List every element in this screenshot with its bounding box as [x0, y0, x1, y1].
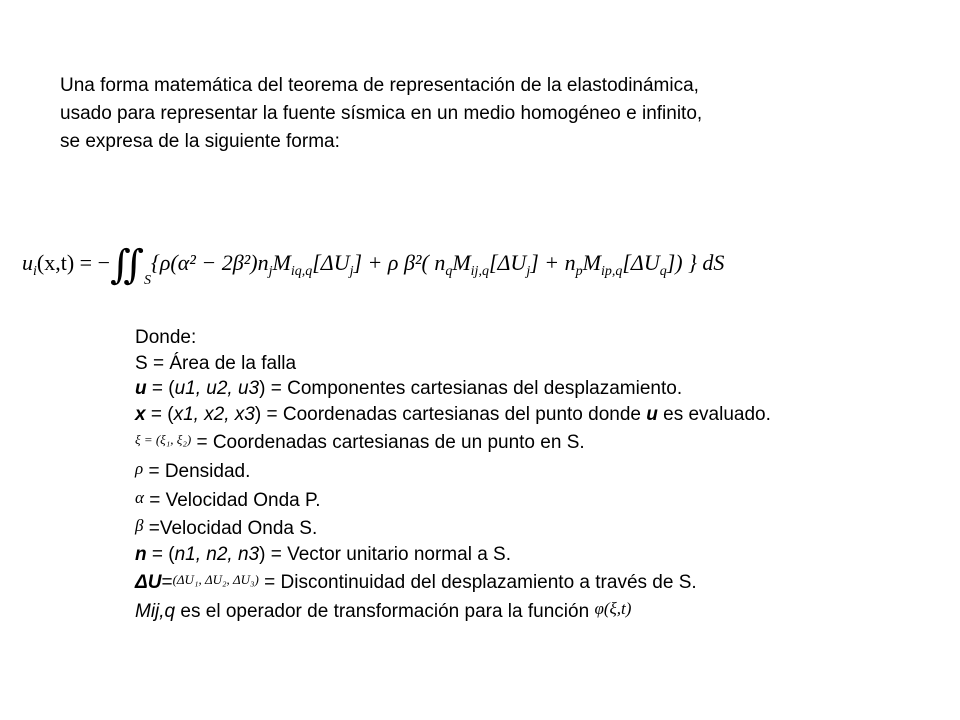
intro-line-3: se expresa de la siguiente forma:: [60, 131, 340, 152]
formula-term1-M-sub: iq,q: [290, 264, 313, 279]
formula-lhs: u: [22, 250, 33, 275]
formula-term3-M-sub: ip,q: [600, 264, 623, 279]
intro-line-2: usado para representar la fuente sísmica en un medio homogéneo e infinito,: [60, 103, 703, 124]
def-x: [135, 402, 855, 428]
formula-lhs-sub: i: [33, 264, 37, 279]
definitions-list: [135, 325, 855, 625]
formula-integral-sub: S: [144, 273, 152, 288]
def-x-text-b: ) = Coordenadas cartesianas del punto donde: [254, 403, 647, 425]
def-beta: [135, 513, 855, 542]
def-n-symbol: n: [135, 543, 147, 565]
formula-term2-bracket-sub: j: [526, 264, 531, 279]
def-x-u-symbol: u: [646, 403, 658, 425]
intro-line-1: Una forma matemática del teorema de representación de la elastodinámica,: [60, 75, 699, 96]
formula-term1-bracket-sub: j: [349, 264, 354, 279]
def-u-symbol: u: [135, 378, 147, 400]
formula-integral: ∬: [109, 242, 145, 287]
def-delta-u-text: = Discontinuidad del desplazamiento a través de S.: [258, 572, 697, 594]
m-symbol: Mij,q: [135, 600, 176, 622]
representation-theorem-formula: [22, 228, 902, 298]
intro-paragraph: [60, 72, 920, 156]
def-u-text-a: = (: [146, 378, 175, 400]
def-alpha: [135, 485, 855, 514]
def-beta-text: =Velocidad Onda S.: [143, 518, 318, 540]
def-x-text-c: es evaluado.: [657, 403, 771, 425]
def-n-components: n1, n2, n3: [174, 543, 260, 565]
def-rho: [135, 456, 855, 485]
alpha-symbol: α: [135, 487, 144, 507]
def-xi-text: = Coordenadas cartesianas de un punto en S.: [191, 432, 585, 454]
def-delta-u: [135, 567, 855, 596]
beta-symbol: β: [135, 516, 144, 536]
delta-u-symbol: ΔU: [135, 572, 162, 594]
donde-label: Donde:: [135, 327, 197, 348]
formula-term3-bracket: [ΔU: [622, 250, 660, 275]
def-x-symbol: x: [135, 403, 146, 425]
formula-term2-M: M: [452, 250, 471, 275]
formula-term2-sub-q: q: [445, 264, 453, 279]
phi-symbol: φ(ξ,t): [594, 598, 632, 618]
def-s: S = Área de la falla: [135, 352, 297, 374]
formula-term2-M-sub: ij,q: [470, 264, 489, 279]
delta-u-equals: =: [161, 572, 173, 594]
formula-term3-sub-p: p: [575, 264, 583, 279]
formula-term1-bracket: [ΔU: [312, 250, 350, 275]
formula-term1-sub-j: j: [268, 264, 273, 279]
formula-term3-M: M: [582, 250, 601, 275]
formula-text: [22, 242, 724, 288]
def-n: [135, 542, 855, 568]
def-m: [135, 596, 855, 625]
formula-term1: {ρ(α² − 2β²)n: [151, 250, 269, 275]
def-u-text-b: ) = Componentes cartesianas del desplazamiento.: [259, 378, 683, 400]
def-xi: [135, 427, 855, 456]
formula-lhs-args: (x,t) = −: [36, 250, 110, 275]
formula-closing: ]) } dS: [666, 250, 725, 275]
formula-term1-M: M: [272, 250, 291, 275]
def-u-components: u1, u2, u3: [174, 378, 260, 400]
formula-svg: [22, 228, 902, 298]
formula-term2-bracket: [ΔU: [488, 250, 527, 275]
def-u: [135, 376, 855, 402]
formula-term3-bracket-sub: q: [659, 264, 667, 279]
def-m-text: es el operador de transformación para la función: [175, 600, 595, 622]
def-x-text-a: = (: [145, 403, 174, 425]
formula-term3-pre: ] + n: [530, 250, 576, 275]
def-rho-text: = Densidad.: [143, 460, 251, 482]
def-n-text-b: ) = Vector unitario normal a S.: [259, 543, 511, 565]
xi-symbol: ξ = (ξ₁, ξ₂): [135, 432, 192, 448]
def-n-text-a: = (: [146, 543, 175, 565]
formula-term2-pre: ] + ρ β²( n: [353, 250, 446, 275]
rho-symbol: ρ: [135, 458, 144, 478]
delta-u-components: (ΔU₁, ΔU₂, ΔU₃): [172, 572, 259, 588]
def-x-components: x1, x2, x3: [173, 403, 255, 425]
def-alpha-text: = Velocidad Onda P.: [143, 489, 321, 511]
